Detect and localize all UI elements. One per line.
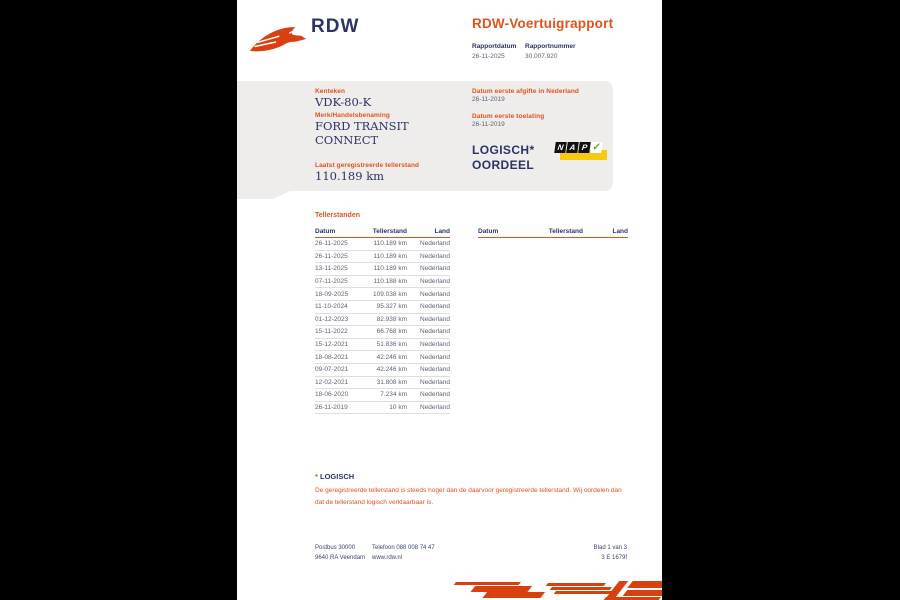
- nap-letter-n: N: [554, 142, 567, 153]
- rdw-wordmark: RDW: [311, 16, 360, 37]
- table-row: [315, 263, 450, 276]
- table-row: [315, 251, 450, 264]
- rdw-logo-icon: [249, 22, 307, 56]
- table-cell: Nederland: [420, 240, 450, 248]
- table-cell: 18-08-2021: [315, 353, 349, 361]
- table-row: [315, 326, 450, 339]
- tellerstanden-rows: [315, 238, 450, 414]
- table-cell: 109.038 km: [373, 290, 407, 298]
- table-cell: Nederland: [420, 404, 450, 412]
- oordeel-text: [472, 143, 535, 173]
- column-header-datum: Datum: [478, 228, 499, 235]
- table-cell: 110.189 km: [373, 252, 407, 260]
- table-cell: 42.246 km: [376, 366, 407, 374]
- table-row: [315, 301, 450, 314]
- afgifte-label: Datum eerste afgifte in Nederland: [472, 88, 579, 95]
- table-cell: Nederland: [420, 265, 450, 273]
- table-cell: 51.836 km: [376, 341, 407, 349]
- tellerstanden-section-title: Tellerstanden: [315, 212, 360, 219]
- table-cell: 18-06-2020: [315, 391, 349, 399]
- table-cell: 26-11-2025: [315, 252, 348, 260]
- table-cell: 7.234 km: [380, 391, 407, 399]
- report-number-value: 30.007.920: [525, 53, 558, 60]
- table-header-row: [478, 224, 628, 238]
- afgifte-value: 26-11-2019: [472, 96, 505, 103]
- column-header-tellerstand: Tellerstand: [548, 228, 583, 235]
- table-cell: Nederland: [420, 290, 450, 298]
- toelating-label: Datum eerste toelating: [472, 113, 545, 120]
- table-cell: 12-02-2021: [315, 378, 349, 386]
- report-title: RDW-Voertuigrapport: [472, 16, 614, 31]
- table-cell: Nederland: [420, 341, 450, 349]
- table-row: [315, 377, 450, 390]
- footer-address: [315, 544, 365, 563]
- footnote-text: [315, 485, 645, 509]
- report-date-value: 26-11-2025: [472, 53, 505, 60]
- oordeel-line1: LOGISCH*: [472, 143, 535, 157]
- tellerstanden-table-left: [315, 224, 450, 414]
- column-header-datum: Datum: [315, 228, 336, 235]
- table-cell: 13-11-2025: [315, 265, 348, 273]
- table-cell: Nederland: [420, 315, 450, 323]
- table-cell: 95.327 km: [376, 303, 407, 311]
- table-cell: 11-10-2024: [315, 303, 348, 311]
- table-cell: Nederland: [420, 278, 450, 286]
- column-header-land: Land: [434, 228, 450, 235]
- table-cell: Nederland: [420, 391, 450, 399]
- column-header-land: Land: [612, 228, 628, 235]
- table-cell: 42.246 km: [376, 353, 407, 361]
- table-cell: 01-12-2023: [315, 315, 349, 323]
- table-cell: 110.189 km: [373, 240, 407, 248]
- table-cell: 10 km: [389, 404, 407, 412]
- table-cell: 09-07-2021: [315, 366, 349, 374]
- table-row: [315, 238, 450, 251]
- table-cell: Nederland: [420, 378, 450, 386]
- table-cell: 15-11-2022: [315, 328, 348, 336]
- merk-value: FORD TRANSIT CONNECT: [315, 119, 409, 147]
- table-cell: Nederland: [420, 328, 450, 336]
- decorative-stripes: [455, 577, 662, 600]
- toelating-value: 26-11-2019: [472, 121, 505, 128]
- table-row: [315, 364, 450, 377]
- footer-form-code: 3 E 1679f: [601, 554, 627, 561]
- table-cell: 110.188 km: [373, 278, 407, 286]
- tellerstand-value: 110.189 km: [315, 169, 385, 183]
- table-cell: Nederland: [420, 366, 450, 374]
- table-cell: 26-11-2025: [315, 240, 348, 248]
- footnote-title: [315, 472, 354, 481]
- footer-page-indicator: Blad 1 van 3: [593, 545, 627, 551]
- table-row: [315, 339, 450, 352]
- footnote-title-text: LOGISCH: [320, 472, 355, 481]
- table-cell: 31.808 km: [376, 378, 407, 386]
- table-cell: 26-11-2019: [315, 404, 348, 412]
- footer-contact: [372, 544, 435, 563]
- report-date-label: Rapportdatum: [472, 43, 517, 50]
- nap-check-icon: ✓: [591, 142, 602, 153]
- table-cell: 18-09-2025: [315, 290, 349, 298]
- tellerstanden-table-right: [478, 224, 628, 238]
- footer-page-info: [527, 544, 627, 563]
- table-header-row: [315, 224, 450, 238]
- footnote-text-line1: De geregistreerde tellerstand is steeds hoger dan de daarvoor geregistreerde tellerstand. Wij oordelen dan: [315, 487, 622, 494]
- table-row: [315, 402, 450, 415]
- table-cell: 110.189 km: [373, 265, 407, 273]
- table-cell: 07-11-2025: [315, 278, 348, 286]
- footnote-marker: *: [315, 472, 318, 481]
- table-cell: 15-12-2021: [315, 341, 349, 349]
- footer-phone: Telefoon 088 008 74 47: [372, 545, 435, 551]
- nap-letter-a: A: [566, 142, 579, 153]
- merk-label: Merk/Handelsbenaming: [315, 112, 390, 119]
- footer-address-line2: 9640 RA Veendam: [315, 554, 366, 561]
- table-row: [315, 314, 450, 327]
- table-row: [315, 351, 450, 364]
- nap-logo-icon: [555, 142, 611, 164]
- table-row: [315, 288, 450, 301]
- table-cell: Nederland: [420, 303, 450, 311]
- footer-website[interactable]: www.rdw.nl: [372, 554, 403, 561]
- footnote-text-line2: dat de tellerstand logisch verklaarbaar is.: [315, 499, 434, 506]
- table-cell: Nederland: [420, 353, 450, 361]
- report-document-page: [237, 0, 662, 600]
- footer-address-line1: Postbus 30000: [315, 545, 356, 551]
- table-cell: 82.938 km: [376, 315, 407, 323]
- nap-tiles: [555, 142, 602, 153]
- oordeel-line2: OORDEEL: [472, 158, 535, 172]
- table-cell: 66.768 km: [376, 328, 407, 336]
- kenteken-value: VDK-80-K: [315, 95, 372, 109]
- panel-corner-tab: [237, 191, 290, 199]
- tellerstand-label: Laatst geregistreerde tellerstand: [315, 162, 420, 169]
- table-cell: Nederland: [420, 252, 450, 260]
- report-number-label: Rapportnummer: [525, 43, 576, 50]
- table-row: [315, 389, 450, 402]
- nap-letter-p: P: [578, 142, 591, 153]
- kenteken-label: Kenteken: [315, 88, 346, 95]
- table-row: [315, 276, 450, 289]
- column-header-tellerstand: Tellerstand: [372, 228, 407, 235]
